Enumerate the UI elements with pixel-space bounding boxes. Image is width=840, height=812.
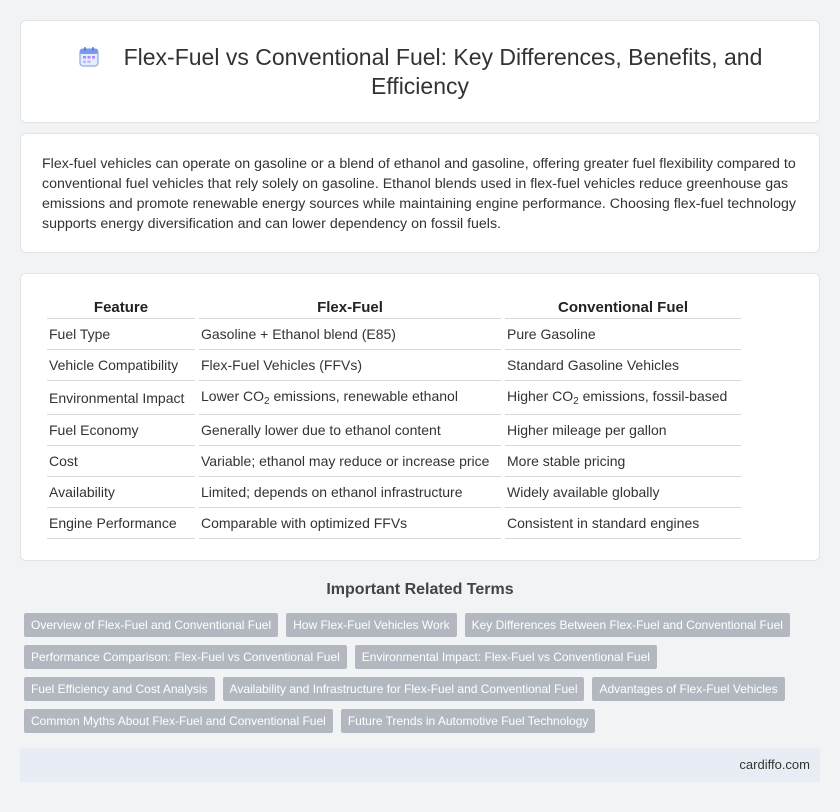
intro-paragraph: Flex-fuel vehicles can operate on gasoline or a blend of ethanol and gasoline, offering greater fuel flexibility compared to conventional fuel vehicles that rely solely on gasoline. Ethanol blends used in flex-fuel vehicles reduce greenhouse gas emissions and promote renewable energy sources while maintaining engine performance. Choosing flex-fuel technology supports energy diversification and can lower dependency on fossil fuels. (42, 156, 796, 232)
related-term-tag[interactable]: Overview of Flex-Fuel and Conventional Fuel (24, 613, 278, 637)
feature-cell: Cost (47, 446, 195, 477)
related-term-tag[interactable]: Future Trends in Automotive Fuel Technology (341, 709, 596, 733)
flex-impact-text: Lower CO (201, 388, 265, 404)
page-title (61, 43, 779, 101)
title-card (20, 20, 820, 123)
flex-fuel-cell: Limited; depends on ethanol infrastructure (199, 477, 501, 508)
feature-cell: Availability (47, 477, 195, 508)
flex-fuel-cell: Gasoline + Ethanol blend (E85) (199, 319, 501, 350)
table-row (47, 446, 741, 477)
feature-cell: Environmental Impact (47, 381, 195, 415)
co2-subscript: 2 (573, 396, 579, 407)
flex-fuel-cell: Generally lower due to ethanol content (199, 415, 501, 446)
page-header (61, 43, 779, 101)
table-header-row (47, 296, 741, 319)
related-term-tag[interactable]: Fuel Efficiency and Cost Analysis (24, 677, 215, 701)
related-term-tag[interactable]: Environmental Impact: Flex-Fuel vs Conventional Fuel (355, 645, 657, 669)
related-term-tag[interactable]: How Flex-Fuel Vehicles Work (286, 613, 457, 637)
table-row (47, 319, 741, 350)
related-terms-heading: Important Related Terms (326, 581, 514, 598)
related-terms-list (24, 613, 804, 733)
table-row (47, 415, 741, 446)
related-term-tag[interactable]: Key Differences Between Flex-Fuel and Conventional Fuel (465, 613, 790, 637)
flex-fuel-cell (199, 381, 501, 415)
page-title-text: Flex-Fuel vs Conventional Fuel: Key Differences, Benefits, and Efficiency (123, 44, 763, 99)
conventional-fuel-cell: Consistent in standard engines (505, 508, 741, 539)
intro-card (20, 133, 820, 253)
calendar-icon (78, 46, 100, 68)
conventional-fuel-cell: Pure Gasoline (505, 319, 741, 350)
feature-cell: Engine Performance (47, 508, 195, 539)
table-row (47, 508, 741, 539)
comparison-card (20, 273, 820, 561)
site-link[interactable]: cardiffo.com (739, 757, 810, 772)
flex-impact-text-end: emissions, renewable ethanol (269, 388, 458, 404)
related-term-tag[interactable]: Performance Comparison: Flex-Fuel vs Conventional Fuel (24, 645, 347, 669)
table-row (47, 381, 741, 415)
feature-cell: Fuel Economy (47, 415, 195, 446)
flex-fuel-cell: Variable; ethanol may reduce or increase price (199, 446, 501, 477)
flex-fuel-cell: Flex-Fuel Vehicles (FFVs) (199, 350, 501, 381)
conventional-fuel-cell: More stable pricing (505, 446, 741, 477)
related-term-tag[interactable]: Advantages of Flex-Fuel Vehicles (592, 677, 784, 701)
feature-cell: Vehicle Compatibility (47, 350, 195, 381)
conventional-fuel-cell: Widely available globally (505, 477, 741, 508)
co2-subscript: 2 (264, 396, 270, 407)
conventional-fuel-cell: Higher mileage per gallon (505, 415, 741, 446)
related-term-tag[interactable]: Availability and Infrastructure for Flex-Fuel and Conventional Fuel (223, 677, 585, 701)
column-header-feature: Feature (47, 296, 195, 319)
conv-impact-text-end: emissions, fossil-based (578, 388, 728, 404)
comparison-table (43, 296, 745, 539)
related-term-tag[interactable]: Common Myths About Flex-Fuel and Conventional Fuel (24, 709, 333, 733)
feature-cell: Fuel Type (47, 319, 195, 350)
table-row (47, 477, 741, 508)
table-row (47, 350, 741, 381)
column-header-flex-fuel: Flex-Fuel (199, 296, 501, 319)
footer-bar (20, 748, 820, 782)
conv-impact-text: Higher CO (507, 388, 574, 404)
conventional-fuel-cell (505, 381, 741, 415)
conventional-fuel-cell: Standard Gasoline Vehicles (505, 350, 741, 381)
flex-fuel-cell: Comparable with optimized FFVs (199, 508, 501, 539)
column-header-conventional-fuel: Conventional Fuel (505, 296, 741, 319)
